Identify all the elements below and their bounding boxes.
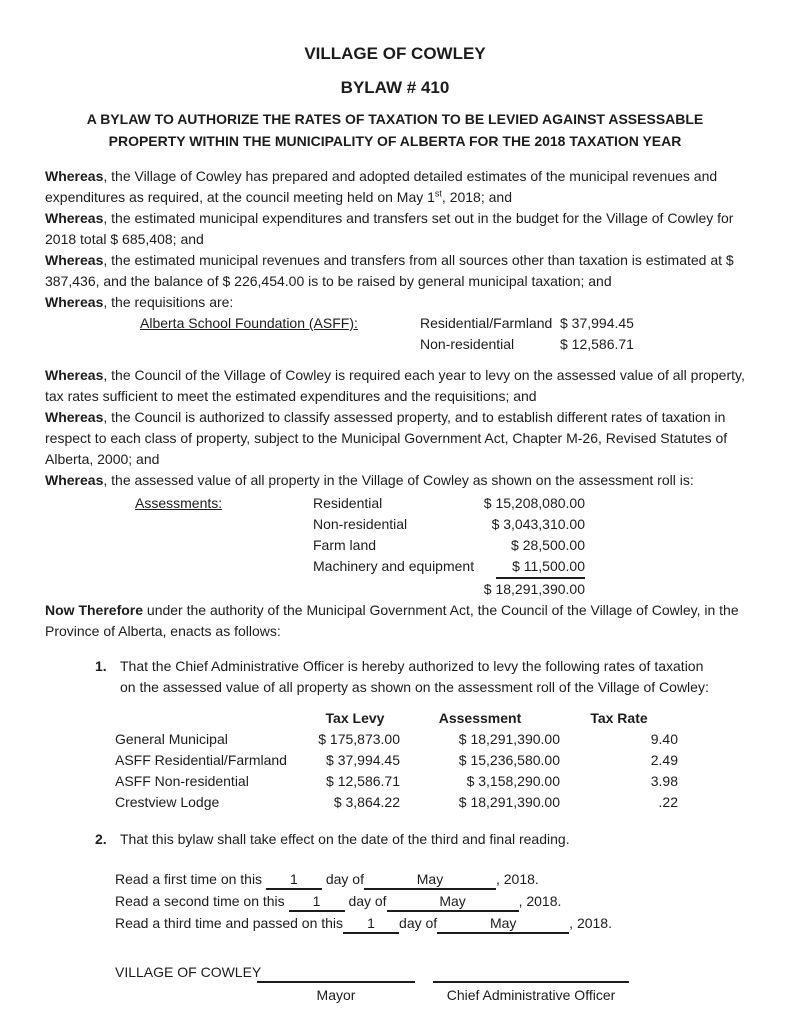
page-title: VILLAGE OF COWLEY <box>304 44 486 63</box>
requisition-row <box>140 334 745 355</box>
whereas-text-3: , the estimated municipal revenues and transfers from all sources other than taxation is estimated at $ 387,436, and the balance of $ 226,454.00 is to be raised by general municipal taxation; and <box>45 252 734 289</box>
tax-table-row <box>115 792 745 813</box>
tax-row-levy: $ 12,586.71 <box>326 773 400 789</box>
tax-row-assessment: $ 3,158,290.00 <box>466 773 560 789</box>
whereas-lead-6: Whereas <box>45 409 104 425</box>
assessment-amount: $ 15,208,080.00 <box>483 495 585 511</box>
readings-section <box>115 868 745 934</box>
assessment-total-amount: $ 18,291,390.00 <box>483 581 585 597</box>
reading-month-blank: May <box>437 915 569 934</box>
preamble-section-2 <box>45 365 745 491</box>
tax-row-assessment: $ 18,291,390.00 <box>458 731 560 747</box>
tax-row-assessment: $ 15,236,580.00 <box>458 752 560 768</box>
reading-suffix: , 2018. <box>518 893 562 909</box>
whereas-text-4: , the requisitions are: <box>103 294 234 310</box>
reading-month-blank: May <box>387 893 519 912</box>
reading-suffix: , 2018. <box>569 915 612 931</box>
tax-rate-header: Tax Rate <box>590 710 648 726</box>
tax-row-levy: $ 175,873.00 <box>318 731 400 747</box>
whereas-text-6: , the Council is authorized to classify assessed property, and to establish different rates of taxation in respect to each class of property, subject to the Municipal Government Act, Chapter M-26, Revised Statutes of Alberta, 2000; and <box>45 409 728 467</box>
tax-rates-table <box>115 708 745 813</box>
requisitions-table <box>45 313 745 355</box>
tax-table-row <box>115 771 745 792</box>
mayor-label: Mayor <box>316 987 356 1003</box>
whereas-paragraph-4 <box>45 292 745 313</box>
requisition-amount: $ 12,586.71 <box>560 336 634 352</box>
enacting-text: under the authority of the Municipal Government Act, the Council of the Village of Cowley, in the Province of Alberta, enacts as follows: <box>45 602 739 639</box>
tax-row-rate: .22 <box>658 794 678 810</box>
signature-org-name: VILLAGE OF COWLEY <box>115 964 262 980</box>
bylaw-subtitle: A BYLAW TO AUTHORIZE THE RATES OF TAXATION TO BE LEVIED AGAINST ASSESSABLE PROPERTY WITHIN THE MUNICIPALITY OF ALBERTA FOR THE 2018 TAXATION YEAR <box>86 111 704 149</box>
whereas-lead-5: Whereas <box>45 367 104 383</box>
tax-row-label: ASFF Residential/Farmland <box>115 752 287 768</box>
reading-suffix: , 2018. <box>495 871 539 887</box>
requisition-label: Residential/Farmland <box>420 315 553 331</box>
reading-day-blank: 1 <box>266 871 322 890</box>
tax-row-levy: $ 37,994.45 <box>326 752 400 768</box>
assessment-amount: $ 3,043,310.00 <box>491 516 585 532</box>
clause-1 <box>95 656 745 698</box>
requisition-amount: $ 37,994.45 <box>560 315 634 331</box>
assessments-heading: Assessments: <box>135 495 223 511</box>
tax-row-levy: $ 3,864.22 <box>333 794 400 810</box>
signature-line-row <box>115 962 745 983</box>
assessment-row <box>135 514 745 535</box>
signature-label-row <box>115 985 745 1006</box>
assessment-label: Residential <box>313 495 383 511</box>
whereas-lead-3: Whereas <box>45 252 104 268</box>
tax-row-label: General Municipal <box>115 731 228 747</box>
whereas-text-1a: , the Village of Cowley has prepared and adopted detailed estimates of the municipal revenues and expenditures as required, at the council meeting held on May 1 <box>45 168 718 205</box>
cao-label: Chief Administrative Officer <box>446 987 616 1003</box>
clause-1-text: That the Chief Administrative Officer is hereby authorized to levy the following rates of taxation on the assessed value of all property as shown on the assessment roll of the Village of Cowley: <box>120 658 709 695</box>
reading-prefix: Read a first time on this <box>115 871 263 887</box>
assessment-amount: $ 28,500.00 <box>511 537 585 553</box>
enacting-lead: Now Therefore <box>45 602 144 618</box>
ordinal-superscript: st <box>434 188 442 199</box>
preamble-section <box>45 166 745 313</box>
requisition-row <box>140 313 745 334</box>
tax-table-row <box>115 729 745 750</box>
second-reading-line <box>115 890 745 912</box>
assessment-label: Farm land <box>313 537 377 553</box>
signature-section <box>115 962 745 1006</box>
assessment-header: Assessment <box>438 710 522 726</box>
whereas-paragraph-1 <box>45 166 745 208</box>
assessments-table <box>45 493 745 600</box>
reading-day-blank: 1 <box>343 915 399 934</box>
assessment-total-row <box>135 579 745 600</box>
assessment-label: Machinery and equipment <box>313 558 475 574</box>
whereas-lead-2: Whereas <box>45 210 104 226</box>
tax-table-row <box>115 750 745 771</box>
third-reading-line <box>115 912 745 934</box>
mayor-signature-line <box>257 964 415 983</box>
assessment-label: Non-residential <box>313 516 408 532</box>
whereas-text-1b: , 2018; and <box>441 189 512 205</box>
tax-row-rate: 2.49 <box>650 752 678 768</box>
assessment-row <box>135 556 745 579</box>
whereas-lead-7: Whereas <box>45 472 104 488</box>
whereas-lead-4: Whereas <box>45 294 104 310</box>
tax-row-rate: 3.98 <box>650 773 678 789</box>
whereas-lead-1: Whereas <box>45 168 104 184</box>
tax-levy-header: Tax Levy <box>325 710 385 726</box>
clause-2-number: 2. <box>95 831 107 847</box>
tax-row-label: ASFF Non-residential <box>115 773 249 789</box>
whereas-paragraph-2 <box>45 208 745 250</box>
requisition-label: Non-residential <box>420 336 515 352</box>
assessment-amount-underlined: $ 11,500.00 <box>465 556 585 579</box>
clause-2-text: That this bylaw shall take effect on the date of the third and final reading. <box>120 831 570 847</box>
reading-mid: day of <box>325 871 364 887</box>
requisitions-heading-spacer <box>140 334 420 355</box>
clause-1-number: 1. <box>95 658 107 674</box>
tax-table-header-row <box>115 708 745 729</box>
enacting-paragraph <box>45 600 745 642</box>
tax-row-label: Crestview Lodge <box>115 794 220 810</box>
first-reading-line <box>115 868 745 890</box>
whereas-paragraph-7 <box>45 470 745 491</box>
whereas-text-7: , the assessed value of all property in the Village of Cowley as shown on the assessment roll is: <box>103 472 694 488</box>
tax-row-rate: 9.40 <box>650 731 678 747</box>
assessment-row <box>135 535 745 556</box>
clause-2 <box>95 829 745 850</box>
reading-prefix: Read a second time on this <box>115 893 285 909</box>
assessment-row <box>135 493 745 514</box>
requisitions-heading: Alberta School Foundation (ASFF): <box>140 315 358 331</box>
whereas-text-2: , the estimated municipal expenditures and transfers set out in the budget for the Village of Cowley for 2018 total $ 685,408; and <box>45 210 734 247</box>
reading-day-blank: 1 <box>289 893 345 912</box>
reading-month-blank: May <box>364 871 496 890</box>
reading-mid: day of <box>399 915 438 931</box>
tax-row-assessment: $ 18,291,390.00 <box>458 794 560 810</box>
bylaw-number: BYLAW # 410 <box>340 78 450 97</box>
reading-prefix: Read a third time and passed on this <box>115 915 344 931</box>
reading-mid: day of <box>348 893 387 909</box>
whereas-paragraph-6 <box>45 407 745 470</box>
cao-signature-line <box>433 964 629 983</box>
whereas-text-5: , the Council of the Village of Cowley is required each year to levy on the assessed value of all property, tax rates sufficient to meet the estimated expenditures and the requisitions; and <box>45 367 745 404</box>
whereas-paragraph-5 <box>45 365 745 407</box>
whereas-paragraph-3 <box>45 250 745 292</box>
